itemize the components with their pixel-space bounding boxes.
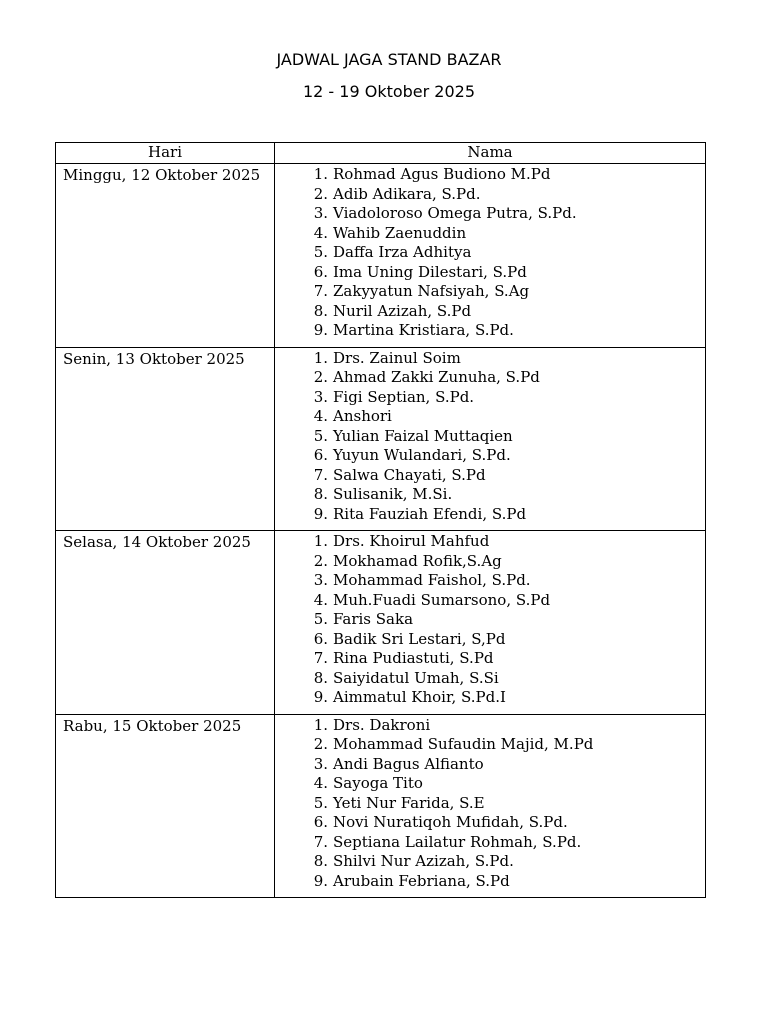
list-number: 6. [313,262,328,281]
day-cell: Senin, 13 Oktober 2025 [56,347,275,531]
list-item [275,427,705,447]
list-number: 5. [313,243,328,261]
list-item [275,282,705,302]
list-number: 3. [313,571,328,589]
person-name: Rina Pudiastuti, S.Pd [333,649,494,667]
list-item [275,591,705,611]
schedule-table [55,142,706,898]
person-name: Wahib Zaenuddin [333,223,467,242]
list-number: 2. [313,551,328,570]
person-name: Yuyun Wulandari, S.Pd. [333,446,511,464]
person-name: Zakyyatun Nafsiyah, S.Ag [333,282,530,300]
header-day: Hari [56,143,275,164]
list-number: 7. [313,832,328,851]
list-item [275,321,705,341]
list-item [275,794,705,814]
list-item [275,263,705,283]
list-item [275,630,705,650]
list-number: 7. [313,465,328,484]
table-header-row [56,143,706,164]
person-name: Drs. Khoirul Mahfud [333,532,490,550]
list-number: 6. [313,813,328,831]
names-cell [275,347,706,531]
list-number: 7. [313,649,328,667]
table-row [56,347,706,531]
person-name: Daffa Irza Adhitya [333,243,472,261]
person-name: Arubain Febriana, S.Pd [333,871,510,890]
list-item [275,649,705,669]
list-number: 1. [313,165,328,183]
person-name: Faris Saka [333,610,414,628]
list-item [275,669,705,689]
list-item [275,610,705,630]
list-number: 9. [313,871,328,890]
person-name: Adib Adikara, S.Pd. [333,184,481,203]
person-name: Saiyidatul Umah, S.Si [333,668,499,687]
list-number: 2. [313,368,328,386]
list-number: 9. [313,688,328,706]
list-item [275,349,705,369]
list-number: 8. [313,485,328,503]
list-item [275,833,705,853]
list-item [275,302,705,322]
list-number: 5. [313,610,328,628]
list-number: 4. [313,774,328,792]
person-name: Nuril Azizah, S.Pd [333,301,472,320]
names-cell [275,531,706,715]
list-number: 8. [313,852,328,870]
person-name: Novi Nuratiqoh Mufidah, S.Pd. [333,813,568,831]
day-cell: Selasa, 14 Oktober 2025 [56,531,275,715]
person-name: Badik Sri Lestari, S,Pd [333,629,506,648]
person-name: Ahmad Zakki Zunuha, S.Pd [333,368,540,386]
person-name: Mohammad Sufaudin Majid, M.Pd [333,735,594,753]
person-name: Septiana Lailatur Rohmah, S.Pd. [333,832,582,851]
person-name: Drs. Zainul Soim [333,348,461,367]
list-item [275,735,705,755]
list-item [275,243,705,263]
list-item [275,505,705,525]
day-cell: Rabu, 15 Oktober 2025 [56,714,275,898]
list-number: 6. [313,629,328,648]
person-name: Viadoloroso Omega Putra, S.Pd. [333,204,577,222]
list-item [275,446,705,466]
list-item [275,755,705,775]
list-number: 5. [313,793,328,812]
list-item [275,852,705,872]
list-item [275,872,705,892]
person-name: Aimmatul Khoir, S.Pd.I [333,688,506,706]
list-number: 2. [313,184,328,203]
name-list [275,716,705,892]
person-name: Drs. Dakroni [333,715,431,734]
list-number: 8. [313,301,328,320]
list-number: 4. [313,223,328,242]
list-item [275,185,705,205]
person-name: Salwa Chayati, S.Pd [333,465,486,484]
list-item [275,774,705,794]
person-name: Mohammad Faishol, S.Pd. [333,571,531,589]
person-name: Andi Bagus Alfianto [333,754,484,773]
list-item [275,571,705,591]
person-name: Yulian Faizal Muttaqien [333,426,513,445]
list-number: 4. [313,590,328,609]
list-item [275,485,705,505]
table-row [56,531,706,715]
list-number: 3. [313,387,328,406]
list-item [275,407,705,427]
list-number: 1. [313,532,328,550]
list-number: 4. [313,407,328,425]
name-list [275,532,705,708]
person-name: Ima Uning Dilestari, S.Pd [333,262,527,281]
person-name: Mokhamad Rofik,S.Ag [333,551,502,570]
person-name: Rohmad Agus Budiono M.Pd [333,165,551,183]
list-item [275,388,705,408]
page-subtitle: 12 - 19 Oktober 2025 [302,82,476,101]
table-row [56,164,706,348]
list-number: 3. [313,204,328,222]
page-title: JADWAL JAGA STAND BAZAR [276,50,502,69]
list-number: 9. [313,321,328,339]
list-number: 5. [313,426,328,445]
list-item [275,532,705,552]
person-name: Anshori [333,407,392,425]
list-item [275,165,705,185]
table-row [56,714,706,898]
name-list [275,165,705,341]
person-name: Sayoga Tito [333,774,423,792]
list-item [275,466,705,486]
list-number: 1. [313,715,328,734]
person-name: Figi Septian, S.Pd. [333,387,475,406]
person-name: Shilvi Nur Azizah, S.Pd. [333,852,514,870]
list-item [275,716,705,736]
list-item [275,813,705,833]
person-name: Rita Fauziah Efendi, S.Pd [333,504,527,523]
person-name: Muh.Fuadi Sumarsono, S.Pd [333,590,551,609]
name-list [275,349,705,525]
day-cell: Minggu, 12 Oktober 2025 [56,164,275,348]
list-number: 2. [313,735,328,753]
person-name: Sulisanik, M.Si. [333,485,453,503]
list-number: 9. [313,504,328,523]
list-item [275,688,705,708]
names-cell [275,164,706,348]
header-names: Nama [275,143,706,164]
list-number: 1. [313,348,328,367]
names-cell [275,714,706,898]
list-item [275,204,705,224]
schedule-body [56,164,706,898]
list-item [275,552,705,572]
person-name: Martina Kristiara, S.Pd. [333,321,514,339]
list-item [275,224,705,244]
person-name: Yeti Nur Farida, S.E [333,793,485,812]
list-number: 8. [313,668,328,687]
list-number: 7. [313,282,328,300]
list-number: 3. [313,754,328,773]
list-number: 6. [313,446,328,464]
list-item [275,368,705,388]
